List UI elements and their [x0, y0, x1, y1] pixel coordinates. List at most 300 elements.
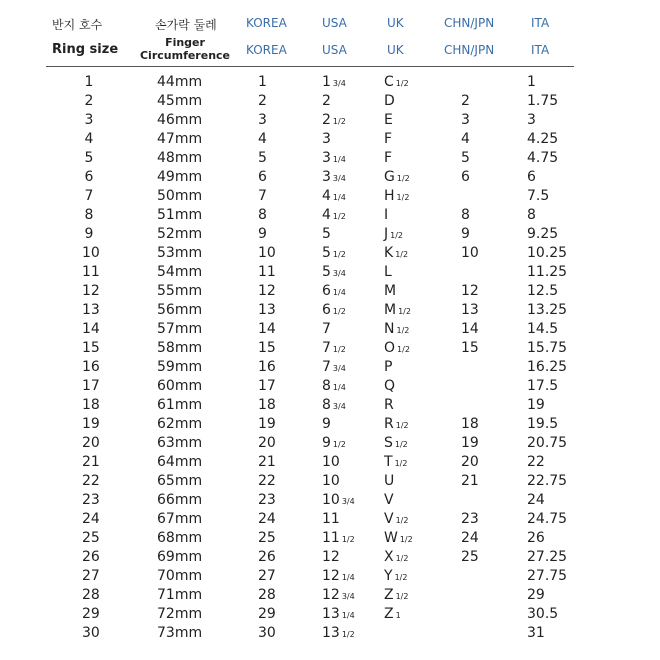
uk-cell: [384, 301, 411, 321]
uk-letter: K: [384, 245, 394, 261]
korea-cell: 15: [258, 340, 276, 356]
usa-whole: 8: [322, 397, 331, 413]
korea-cell: 13: [258, 302, 276, 318]
ring-size-cell: 4: [84, 131, 94, 147]
uk-fraction: 1/2: [390, 231, 404, 240]
table-row: [0, 111, 660, 130]
usa-cell: [322, 624, 355, 644]
table-row: [0, 529, 660, 548]
circumference-cell: 59mm: [157, 359, 203, 375]
chn-jpn-cell: 6: [461, 169, 470, 185]
chn-jpn-cell: 13: [461, 302, 479, 318]
header-ita-1: ITA: [531, 16, 550, 30]
ita-cell: 14.5: [527, 321, 559, 337]
uk-cell: [384, 415, 409, 435]
uk-letter: X: [384, 549, 394, 565]
circumference-cell: 70mm: [157, 568, 203, 584]
ita-cell: 9.25: [527, 226, 559, 242]
header-usa-2: USA: [322, 43, 347, 57]
ring-size-cell: 9: [84, 226, 94, 242]
ita-cell: 16.25: [527, 359, 568, 375]
ita-cell: 24.75: [527, 511, 568, 527]
usa-cell: [322, 377, 346, 397]
circumference-cell: 67mm: [157, 511, 203, 527]
ring-size-cell: 11: [82, 264, 100, 280]
chn-jpn-cell: 9: [461, 226, 470, 242]
chn-jpn-cell: 18: [461, 416, 479, 432]
table-row: [0, 263, 660, 282]
usa-cell: [322, 244, 346, 264]
usa-cell: [322, 301, 346, 321]
table-row: [0, 358, 660, 377]
table-row: [0, 130, 660, 149]
ita-cell: 19: [527, 397, 545, 413]
ring-size-cell: 20: [82, 435, 100, 451]
uk-cell: [384, 320, 409, 340]
uk-fraction: 1/2: [396, 193, 410, 202]
ring-size-cell: 22: [82, 473, 100, 489]
uk-letter: T: [384, 454, 393, 470]
uk-letter: W: [384, 530, 398, 546]
header-chn-jpn-2: CHN/JPN: [444, 43, 495, 57]
usa-whole: 6: [322, 283, 331, 299]
usa-fraction: 3/4: [341, 592, 355, 601]
usa-whole: 7: [322, 321, 331, 337]
uk-letter: I: [384, 207, 389, 223]
uk-cell: [384, 263, 394, 283]
ita-cell: 4.75: [527, 150, 559, 166]
uk-cell: [384, 168, 410, 188]
uk-letter: F: [384, 131, 393, 147]
chn-jpn-cell: 2: [461, 93, 470, 109]
korea-cell: 11: [258, 264, 276, 280]
korea-cell: 4: [258, 131, 267, 147]
usa-whole: 13: [322, 625, 340, 641]
ita-cell: 3: [527, 112, 536, 128]
uk-cell: [384, 491, 396, 511]
circumference-cell: 62mm: [157, 416, 203, 432]
usa-fraction: 1/4: [332, 383, 346, 392]
uk-fraction: 1: [395, 611, 401, 620]
usa-cell: [322, 396, 346, 416]
ring-size-cell: 18: [82, 397, 100, 413]
usa-fraction: 1/2: [332, 345, 346, 354]
uk-cell: [384, 472, 396, 492]
chn-jpn-cell: 3: [461, 112, 470, 128]
circumference-cell: 50mm: [157, 188, 203, 204]
circumference-cell: 46mm: [157, 112, 203, 128]
uk-letter: M: [384, 302, 397, 318]
header-finger-line1: Finger: [165, 36, 205, 49]
korea-cell: 22: [258, 473, 276, 489]
ita-cell: 22.75: [527, 473, 568, 489]
ring-size-cell: 19: [82, 416, 100, 432]
table-row: [0, 434, 660, 453]
header-chn-jpn-1: CHN/JPN: [444, 16, 495, 30]
usa-whole: 2: [322, 93, 331, 109]
ring-size-cell: 23: [82, 492, 100, 508]
korea-cell: 20: [258, 435, 276, 451]
circumference-cell: 64mm: [157, 454, 203, 470]
uk-letter: Z: [384, 587, 394, 603]
table-row: [0, 510, 660, 529]
uk-cell: [384, 453, 407, 473]
table-row: [0, 282, 660, 301]
usa-whole: 3: [322, 131, 331, 147]
table-row: [0, 586, 660, 605]
uk-cell: [384, 396, 396, 416]
ring-size-cell: 2: [84, 93, 94, 109]
circumference-cell: 56mm: [157, 302, 203, 318]
uk-letter: H: [384, 188, 395, 204]
usa-fraction: 1/2: [332, 117, 346, 126]
uk-cell: [384, 548, 408, 568]
uk-cell: [384, 73, 409, 93]
ring-size-cell: 8: [84, 207, 94, 223]
uk-letter: S: [384, 435, 393, 451]
korea-cell: 25: [258, 530, 276, 546]
uk-fraction: 1/2: [395, 592, 409, 601]
circumference-cell: 65mm: [157, 473, 203, 489]
usa-cell: [322, 358, 346, 378]
uk-cell: [384, 434, 408, 454]
korea-cell: 6: [258, 169, 267, 185]
circumference-cell: 57mm: [157, 321, 203, 337]
table-row: [0, 491, 660, 510]
circumference-cell: 44mm: [157, 74, 203, 90]
table-row: [0, 396, 660, 415]
uk-letter: E: [384, 112, 393, 128]
uk-fraction: 1/2: [394, 459, 408, 468]
ring-size-cell: 30: [82, 625, 100, 641]
header-finger-circumference: [130, 36, 240, 62]
usa-cell: [322, 225, 333, 245]
header-ring-size: Ring size: [52, 42, 119, 57]
table-row: [0, 187, 660, 206]
uk-fraction: 1/2: [396, 174, 410, 183]
uk-fraction: 1/2: [398, 307, 411, 316]
usa-fraction: 1/4: [332, 288, 346, 297]
usa-cell: [322, 263, 346, 283]
uk-cell: [384, 206, 390, 226]
korea-cell: 23: [258, 492, 276, 508]
uk-letter: F: [384, 150, 393, 166]
ita-cell: 30.5: [527, 606, 559, 622]
chn-jpn-cell: 25: [461, 549, 479, 565]
uk-cell: [384, 567, 407, 587]
usa-fraction: 1/2: [341, 535, 355, 544]
uk-cell: [384, 282, 398, 302]
korea-cell: 19: [258, 416, 276, 432]
ring-size-cell: 6: [84, 169, 94, 185]
circumference-cell: 47mm: [157, 131, 203, 147]
ita-cell: 26: [527, 530, 545, 546]
uk-letter: C: [384, 74, 394, 90]
usa-whole: 5: [322, 226, 331, 242]
usa-whole: 12: [322, 587, 340, 603]
usa-fraction: 1/4: [341, 611, 355, 620]
korea-cell: 30: [258, 625, 276, 641]
uk-cell: [384, 358, 394, 378]
ita-cell: 6: [527, 169, 536, 185]
usa-cell: [322, 111, 346, 131]
chn-jpn-cell: 24: [461, 530, 479, 546]
usa-cell: [322, 491, 355, 511]
circumference-cell: 58mm: [157, 340, 203, 356]
circumference-cell: 54mm: [157, 264, 203, 280]
usa-cell: [322, 339, 346, 359]
uk-letter: N: [384, 321, 395, 337]
usa-cell: [322, 73, 346, 93]
ring-size-cell: 27: [82, 568, 100, 584]
table-row: [0, 92, 660, 111]
uk-fraction: 1/2: [395, 421, 409, 430]
usa-whole: 12: [322, 549, 340, 565]
chn-jpn-cell: 12: [461, 283, 479, 299]
ring-size-cell: 24: [82, 511, 100, 527]
uk-cell: [384, 111, 395, 131]
header-ring-size-korean: 반지 호수: [52, 18, 103, 32]
korea-cell: 12: [258, 283, 276, 299]
ita-cell: 11.25: [527, 264, 568, 280]
usa-whole: 11: [322, 511, 340, 527]
usa-whole: 13: [322, 606, 340, 622]
usa-fraction: 3/4: [332, 364, 346, 373]
header-uk-2: UK: [387, 43, 404, 57]
table-row: [0, 339, 660, 358]
ring-size-cell: 28: [82, 587, 100, 603]
usa-fraction: 1/2: [332, 440, 346, 449]
usa-whole: 6: [322, 302, 331, 318]
uk-letter: G: [384, 169, 395, 185]
uk-fraction: 1/2: [395, 554, 409, 563]
usa-fraction: 1/2: [341, 630, 355, 639]
table-row: [0, 73, 660, 92]
usa-cell: [322, 206, 346, 226]
korea-cell: 28: [258, 587, 276, 603]
uk-cell: [384, 225, 403, 245]
chn-jpn-cell: 21: [461, 473, 479, 489]
ita-cell: 13.25: [527, 302, 568, 318]
usa-whole: 2: [322, 112, 331, 128]
ring-size-cell: 10: [82, 245, 100, 261]
ita-cell: 4.25: [527, 131, 559, 147]
uk-letter: M: [384, 283, 397, 299]
ring-size-cell: 26: [82, 549, 100, 565]
usa-fraction: 1/4: [341, 573, 355, 582]
uk-letter: P: [384, 359, 393, 375]
header-divider: [46, 66, 574, 67]
ita-cell: 7.5: [527, 188, 550, 204]
usa-cell: [322, 567, 355, 587]
usa-whole: 3: [322, 169, 331, 185]
uk-fraction: 1/2: [395, 79, 409, 88]
usa-whole: 7: [322, 340, 331, 356]
usa-fraction: 3/4: [341, 497, 355, 506]
korea-cell: 2: [258, 93, 267, 109]
ring-size-cell: 13: [82, 302, 100, 318]
usa-whole: 9: [322, 435, 331, 451]
uk-cell: [384, 92, 397, 112]
ita-cell: 31: [527, 625, 545, 641]
chn-jpn-cell: 4: [461, 131, 470, 147]
usa-fraction: 1/2: [332, 250, 346, 259]
ita-cell: 17.5: [527, 378, 559, 394]
usa-cell: [322, 282, 346, 302]
ring-size-cell: 21: [82, 454, 100, 470]
ring-size-cell: 3: [84, 112, 94, 128]
usa-whole: 10: [322, 492, 340, 508]
uk-cell: [384, 187, 409, 207]
usa-whole: 10: [322, 473, 340, 489]
korea-cell: 1: [258, 74, 267, 90]
usa-cell: [322, 453, 342, 473]
header-korea-1: KOREA: [246, 16, 287, 30]
usa-cell: [322, 415, 333, 435]
table-row: [0, 415, 660, 434]
ring-size-cell: 12: [82, 283, 100, 299]
ring-size-cell: 15: [82, 340, 100, 356]
korea-cell: 9: [258, 226, 267, 242]
table-row: [0, 168, 660, 187]
uk-letter: R: [384, 416, 394, 432]
uk-cell: [384, 244, 408, 264]
ita-cell: 27.75: [527, 568, 568, 584]
table-row: [0, 624, 660, 643]
ita-cell: 15.75: [527, 340, 568, 356]
circumference-cell: 73mm: [157, 625, 203, 641]
ring-size-cell: 14: [82, 321, 100, 337]
uk-letter: V: [384, 511, 394, 527]
usa-whole: 5: [322, 264, 331, 280]
ring-size-cell: 7: [84, 188, 94, 204]
usa-cell: [322, 168, 346, 188]
korea-cell: 27: [258, 568, 276, 584]
usa-fraction: 3/4: [332, 174, 346, 183]
korea-cell: 8: [258, 207, 267, 223]
table-row: [0, 377, 660, 396]
ring-size-cell: 17: [82, 378, 100, 394]
circumference-cell: 48mm: [157, 150, 203, 166]
korea-cell: 16: [258, 359, 276, 375]
table-row: [0, 320, 660, 339]
korea-cell: 17: [258, 378, 276, 394]
korea-cell: 10: [258, 245, 276, 261]
ita-cell: 24: [527, 492, 545, 508]
korea-cell: 24: [258, 511, 276, 527]
uk-letter: U: [384, 473, 395, 489]
usa-cell: [322, 586, 355, 606]
uk-letter: D: [384, 93, 395, 109]
chn-jpn-cell: 19: [461, 435, 479, 451]
usa-cell: [322, 92, 333, 112]
header-ita-2: ITA: [531, 43, 550, 57]
table-row: [0, 149, 660, 168]
usa-cell: [322, 130, 333, 150]
usa-cell: [322, 548, 342, 568]
usa-fraction: 1/2: [332, 212, 346, 221]
ita-cell: 12.5: [527, 283, 559, 299]
chn-jpn-cell: 15: [461, 340, 479, 356]
uk-cell: [384, 529, 413, 549]
uk-fraction: 1/2: [399, 535, 413, 544]
circumference-cell: 49mm: [157, 169, 203, 185]
ita-cell: 19.5: [527, 416, 559, 432]
table-row: [0, 206, 660, 225]
uk-cell: [384, 510, 408, 530]
ring-size-cell: 16: [82, 359, 100, 375]
uk-cell: [384, 339, 410, 359]
usa-whole: 5: [322, 245, 331, 261]
usa-cell: [322, 149, 346, 169]
uk-letter: Z: [384, 606, 394, 622]
uk-cell: [384, 586, 408, 606]
circumference-cell: 51mm: [157, 207, 203, 223]
usa-cell: [322, 529, 355, 549]
table-row: [0, 453, 660, 472]
uk-fraction: 1/2: [396, 326, 410, 335]
ita-cell: 10.25: [527, 245, 568, 261]
uk-letter: V: [384, 492, 394, 508]
usa-cell: [322, 434, 346, 454]
usa-cell: [322, 472, 342, 492]
usa-fraction: 1/4: [332, 193, 346, 202]
table-row: [0, 567, 660, 586]
uk-cell: [384, 149, 394, 169]
uk-cell: [384, 130, 394, 150]
chn-jpn-cell: 14: [461, 321, 479, 337]
header-finger-korean: 손가락 둘레: [155, 18, 217, 32]
usa-whole: 4: [322, 207, 331, 223]
usa-cell: [322, 187, 346, 207]
ita-cell: 22: [527, 454, 545, 470]
ita-cell: 1.75: [527, 93, 559, 109]
uk-letter: R: [384, 397, 394, 413]
table-row: [0, 244, 660, 263]
korea-cell: 14: [258, 321, 276, 337]
circumference-cell: 66mm: [157, 492, 203, 508]
circumference-cell: 72mm: [157, 606, 203, 622]
ita-cell: 27.25: [527, 549, 568, 565]
korea-cell: 7: [258, 188, 267, 204]
chn-jpn-cell: 5: [461, 150, 470, 166]
chn-jpn-cell: 20: [461, 454, 479, 470]
ita-cell: 8: [527, 207, 536, 223]
chn-jpn-cell: 10: [461, 245, 479, 261]
korea-cell: 18: [258, 397, 276, 413]
uk-letter: Y: [384, 568, 393, 584]
usa-whole: 12: [322, 568, 340, 584]
ring-size-cell: 25: [82, 530, 100, 546]
table-row: [0, 225, 660, 244]
circumference-cell: 69mm: [157, 549, 203, 565]
header-korea-2: KOREA: [246, 43, 287, 57]
uk-letter: O: [384, 340, 396, 356]
uk-fraction: 1/2: [397, 345, 410, 354]
uk-fraction: 1/2: [395, 516, 409, 525]
usa-whole: 1: [322, 74, 331, 90]
korea-cell: 26: [258, 549, 276, 565]
ita-cell: 29: [527, 587, 545, 603]
korea-cell: 29: [258, 606, 276, 622]
ring-size-cell: 29: [82, 606, 100, 622]
uk-fraction: 1/2: [395, 250, 409, 259]
header-usa-1: USA: [322, 16, 347, 30]
circumference-cell: 55mm: [157, 283, 203, 299]
korea-cell: 5: [258, 150, 267, 166]
uk-letter: L: [384, 264, 392, 280]
usa-whole: 8: [322, 378, 331, 394]
